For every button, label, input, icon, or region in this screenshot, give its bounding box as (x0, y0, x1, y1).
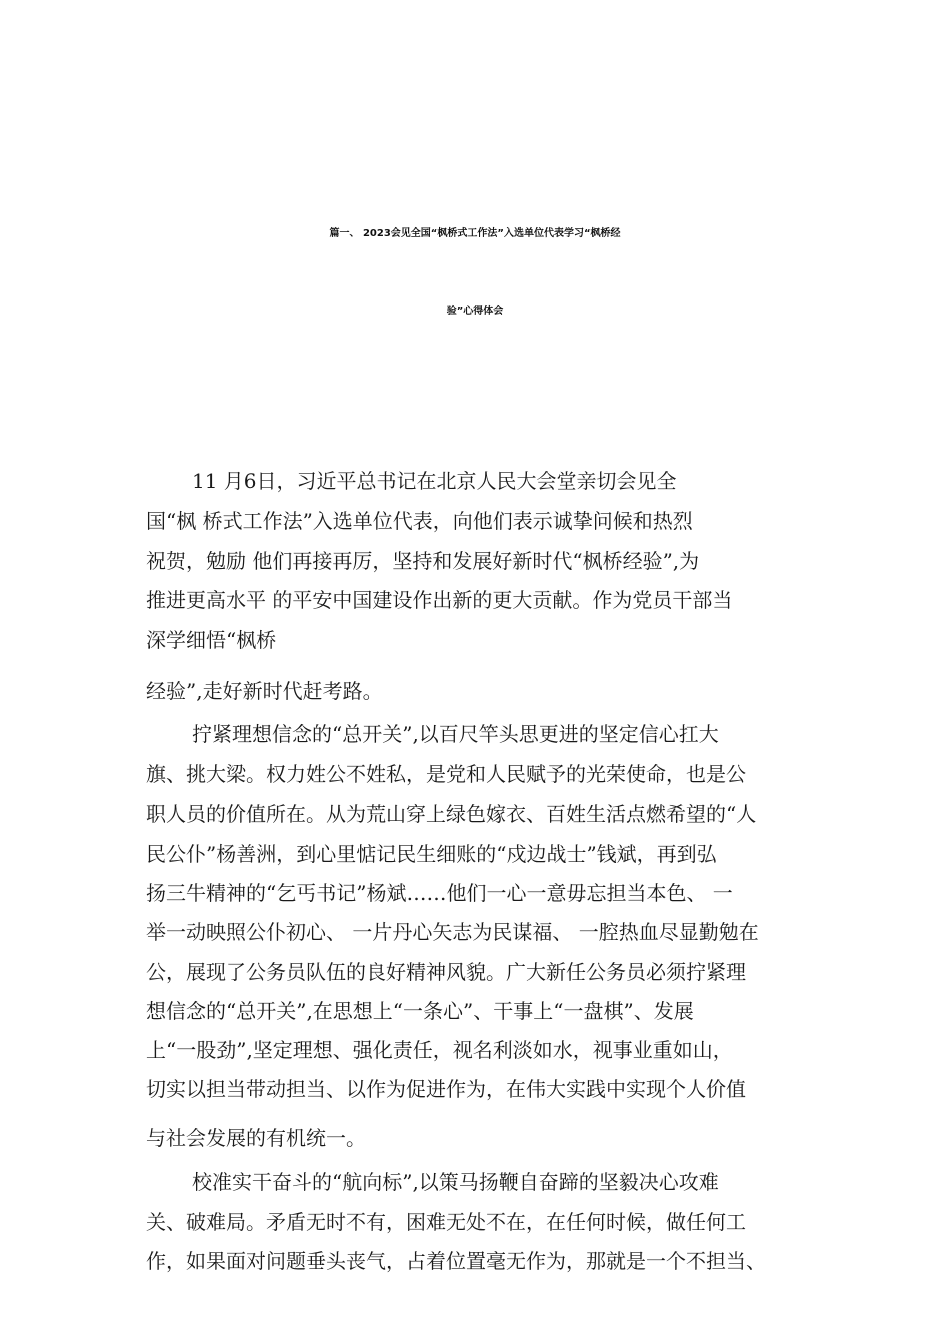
body-line-10: 民公仆”杨善洲，到心里惦记民生细账的“戍边战士”钱斌，再到弘 (146, 842, 717, 866)
body-line-7: 拧紧理想信念的“总开关”,以百尺竿头思更进的坚定信心扛大 (192, 722, 719, 746)
body-line-13: 公，展现了公务员队伍的良好精神风貌。广大新任公务员必须拧紧理 (146, 960, 746, 984)
body-line-3: 祝贺，勉励 他们再接再厉，坚持和发展好新时代“枫桥经验”,为 (146, 549, 700, 573)
body-line-18: 校准实干奋斗的“航向标”,以策马扬鞭自奋蹄的坚毅决心攻难 (192, 1170, 719, 1194)
body-line-12: 举一动映照公仆初心、 一片丹心矢志为民谋福、 一腔热血尽显勤勉在 (146, 920, 759, 944)
body-line-16: 切实以担当带动担当、以作为促进作为，在伟大实践中实现个人价值 (146, 1077, 746, 1101)
body-line-11: 扬三牛精神的“乞丐书记”杨斌……他们一心一意毋忘担当本色、 一 (146, 881, 733, 905)
body-line-20: 作，如果面对问题垂头丧气，占着位置毫无作为，那就是一个不担当、 (146, 1249, 766, 1273)
body-line-14: 想信念的“总开关”,在思想上“一条心”、干事上“一盘棋”、发展 (146, 999, 694, 1023)
title-line-2: 验”心得体会 (446, 306, 504, 317)
body-line-5: 深学细悟“枫桥 (146, 628, 277, 652)
title-line-1: 篇一、 2023会见全国“枫桥式工作法”入选单位代表学习“枫桥经 (329, 228, 621, 239)
body-line-15: 上“一股劲”,坚定理想、强化责任，视名利淡如水，视事业重如山， (146, 1038, 733, 1062)
body-line-1: 11 月6日，习近平总书记在北京人民大会堂亲切会见全 (192, 469, 677, 493)
body-line-6: 经验”,走好新时代赶考路。 (146, 679, 383, 703)
body-line-17: 与社会发展的有机统一。 (146, 1126, 366, 1150)
body-line-9: 职人员的价值所在。从为荒山穿上绿色嫁衣、百姓生活点燃希望的“人 (146, 802, 757, 826)
body-line-19: 关、破难局。矛盾无时不有，困难无处不在，在任何时候，做任何工 (146, 1210, 746, 1234)
body-line-8: 旗、挑大梁。权力姓公不姓私，是党和人民赋予的光荣使命，也是公 (146, 762, 746, 786)
body-line-4: 推进更高水平 的平安中国建设作出新的更大贡献。作为党员干部当 (146, 588, 733, 612)
body-line-2: 国“枫 桥式工作法”入选单位代表，向他们表示诚挚问候和热烈 (146, 509, 693, 533)
